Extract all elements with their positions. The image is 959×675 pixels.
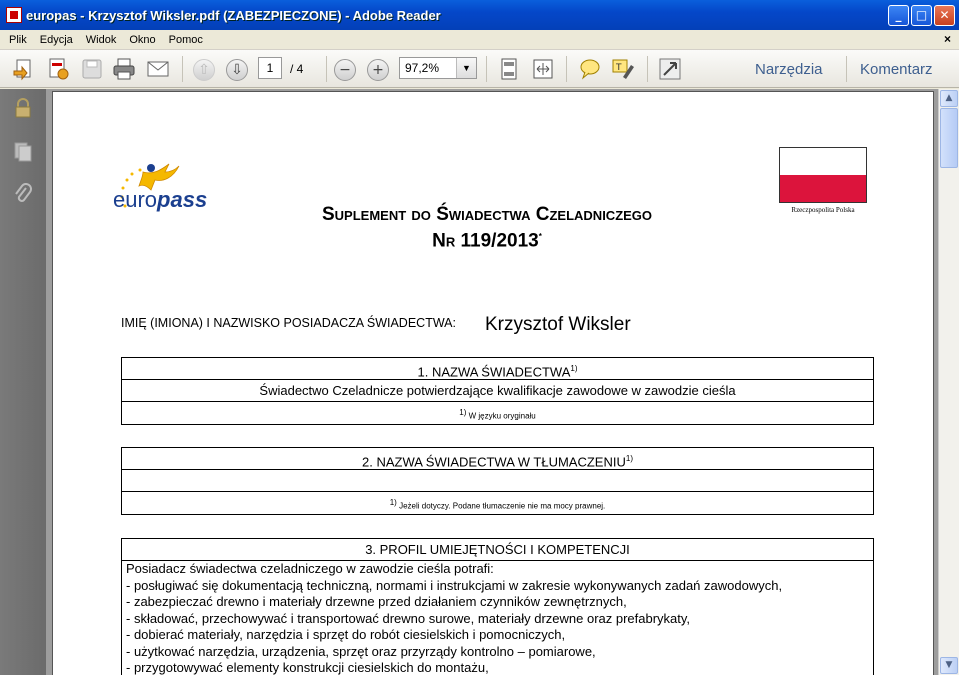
- page-number-input[interactable]: 1: [258, 57, 282, 79]
- holder-label: IMIĘ (IMIONA) I NAZWISKO POSIADACZA ŚWIADECTWA:: [121, 316, 456, 330]
- section-1-footnote-sup: 1): [459, 408, 467, 417]
- title-line-2: [213, 226, 761, 252]
- section-2-footnote-text: Jeżeli dotyczy. Podane tłumaczenie nie ma mocy prawnej.: [399, 501, 606, 511]
- window-title: europas - Krzysztof Wiksler.pdf (ZABEZPIECZONE) - Adobe Reader: [26, 7, 441, 23]
- menu-bar: [0, 30, 959, 50]
- scroll-down-icon[interactable]: ▼: [940, 657, 958, 674]
- svg-text:T: T: [616, 63, 622, 73]
- pages-icon[interactable]: [12, 141, 34, 163]
- comment-icon[interactable]: [578, 57, 602, 81]
- section-1-heading: [122, 358, 873, 380]
- minimize-button[interactable]: _: [888, 5, 909, 26]
- maximize-button[interactable]: □: [911, 5, 932, 26]
- previous-page-button[interactable]: ⇧: [193, 59, 215, 81]
- section-1-footnote-text: W języku oryginału: [468, 411, 536, 421]
- lock-icon[interactable]: [12, 97, 34, 119]
- section-1-footnote: [122, 402, 873, 424]
- vertical-scrollbar[interactable]: [938, 89, 959, 675]
- section-1-value: Świadectwo Czeladnicze potwierdzające kwalifikacje zawodowe w zawodzie cieśla: [122, 380, 873, 402]
- scroll-up-icon[interactable]: ▲: [940, 90, 958, 107]
- section-3-line: - użytkować narzędzia, urządzenia, sprzęt oraz przyrządy kontrolno – pomiarowe,: [126, 643, 596, 659]
- zoom-in-button[interactable]: +: [367, 59, 389, 81]
- close-document-button[interactable]: ×: [943, 32, 951, 46]
- menu-edycja[interactable]: Edycja: [39, 33, 73, 46]
- europass-pass: pass: [157, 187, 208, 212]
- fit-width-icon[interactable]: [531, 57, 555, 81]
- europass-logo-text: [113, 187, 207, 213]
- title-asterisk: *: [538, 232, 542, 241]
- navigation-panel: [0, 89, 46, 675]
- section-2-footnote: [122, 492, 873, 514]
- flag-caption: Rzeczpospolita Polska: [791, 206, 855, 214]
- section-3-line: - składować, przechowywać i transportować drewno surowe, materiały drzewne oraz prefabrykaty,: [126, 610, 691, 626]
- document-viewer[interactable]: [46, 89, 938, 675]
- save-icon[interactable]: [80, 57, 104, 81]
- holder-name: Krzysztof Wiksler: [485, 314, 631, 335]
- title-bar: [0, 0, 959, 30]
- section-3-line: - posługiwać się dokumentacją techniczną, normami i instrukcjami w zakresie wykonywanych zadań zawodowych,: [126, 577, 783, 593]
- page-total: / 4: [290, 62, 304, 76]
- comment-pane-button[interactable]: Komentarz: [860, 61, 933, 78]
- tools-pane-button[interactable]: Narzędzia: [755, 61, 823, 78]
- section-2-footnote-sup: 1): [389, 498, 397, 507]
- fit-page-icon[interactable]: [497, 57, 521, 81]
- section-3-table: [121, 538, 874, 675]
- next-page-button[interactable]: ⇩: [226, 59, 248, 81]
- section-1-heading-text: 1. NAZWA ŚWIADECTWA: [417, 364, 571, 380]
- pdf-page: [52, 91, 934, 675]
- adobe-reader-icon: [6, 7, 22, 23]
- title-line-1: Suplement do Świadectwa Czeladniczego: [321, 204, 653, 225]
- section-2-heading-text: 2. NAZWA ŚWIADECTWA W TŁUMACZENIU: [362, 454, 626, 470]
- title-number: Nr 119/2013: [432, 230, 539, 252]
- section-3-line: - dobierać materiały, narzędzia i sprzęt do robót ciesielskich i pomocniczych,: [126, 627, 566, 642]
- section-3-line: Posiadacz świadectwa czeladniczego w zawodzie cieśla potrafi:: [126, 561, 494, 576]
- section-3-line: - zabezpieczać drewno i materiały drzewne przed działaniem czynników zewnętrznych,: [126, 594, 627, 609]
- polish-flag: [779, 147, 867, 203]
- section-3-line: - przygotowywać elementy konstrukcji ciesielskich do montażu,: [126, 660, 489, 675]
- zoom-value: 97,2%: [405, 61, 440, 75]
- section-2-value: [122, 470, 873, 492]
- zoom-out-button[interactable]: −: [334, 59, 356, 81]
- close-window-button[interactable]: ✕: [934, 5, 955, 26]
- section-2-table: [121, 447, 874, 515]
- zoom-select[interactable]: [399, 57, 477, 79]
- scroll-thumb[interactable]: [940, 108, 958, 168]
- section-1-table: [121, 357, 874, 425]
- section-3-content: [122, 561, 873, 675]
- section-1-sup: 1): [570, 364, 578, 373]
- europass-euro: euro: [113, 187, 158, 212]
- menu-plik[interactable]: Plik: [9, 33, 27, 46]
- full-screen-icon[interactable]: [658, 57, 682, 81]
- print-icon[interactable]: [112, 57, 136, 81]
- section-2-heading: [122, 448, 873, 470]
- menu-okno[interactable]: Okno: [129, 33, 156, 46]
- highlight-icon[interactable]: [611, 57, 635, 81]
- menu-widok[interactable]: Widok: [85, 33, 117, 46]
- attachment-icon[interactable]: [12, 183, 34, 205]
- menu-pomoc[interactable]: Pomoc: [168, 33, 203, 46]
- chevron-down-icon[interactable]: ▼: [456, 58, 476, 78]
- section-3-heading: 3. PROFIL UMIEJĘTNOŚCI I KOMPETENCJI: [122, 539, 873, 561]
- email-icon[interactable]: [146, 57, 170, 81]
- document-title: [213, 204, 761, 252]
- create-pdf-icon[interactable]: [12, 57, 36, 81]
- section-2-sup: 1): [625, 454, 633, 463]
- convert-pdf-icon[interactable]: [46, 57, 70, 81]
